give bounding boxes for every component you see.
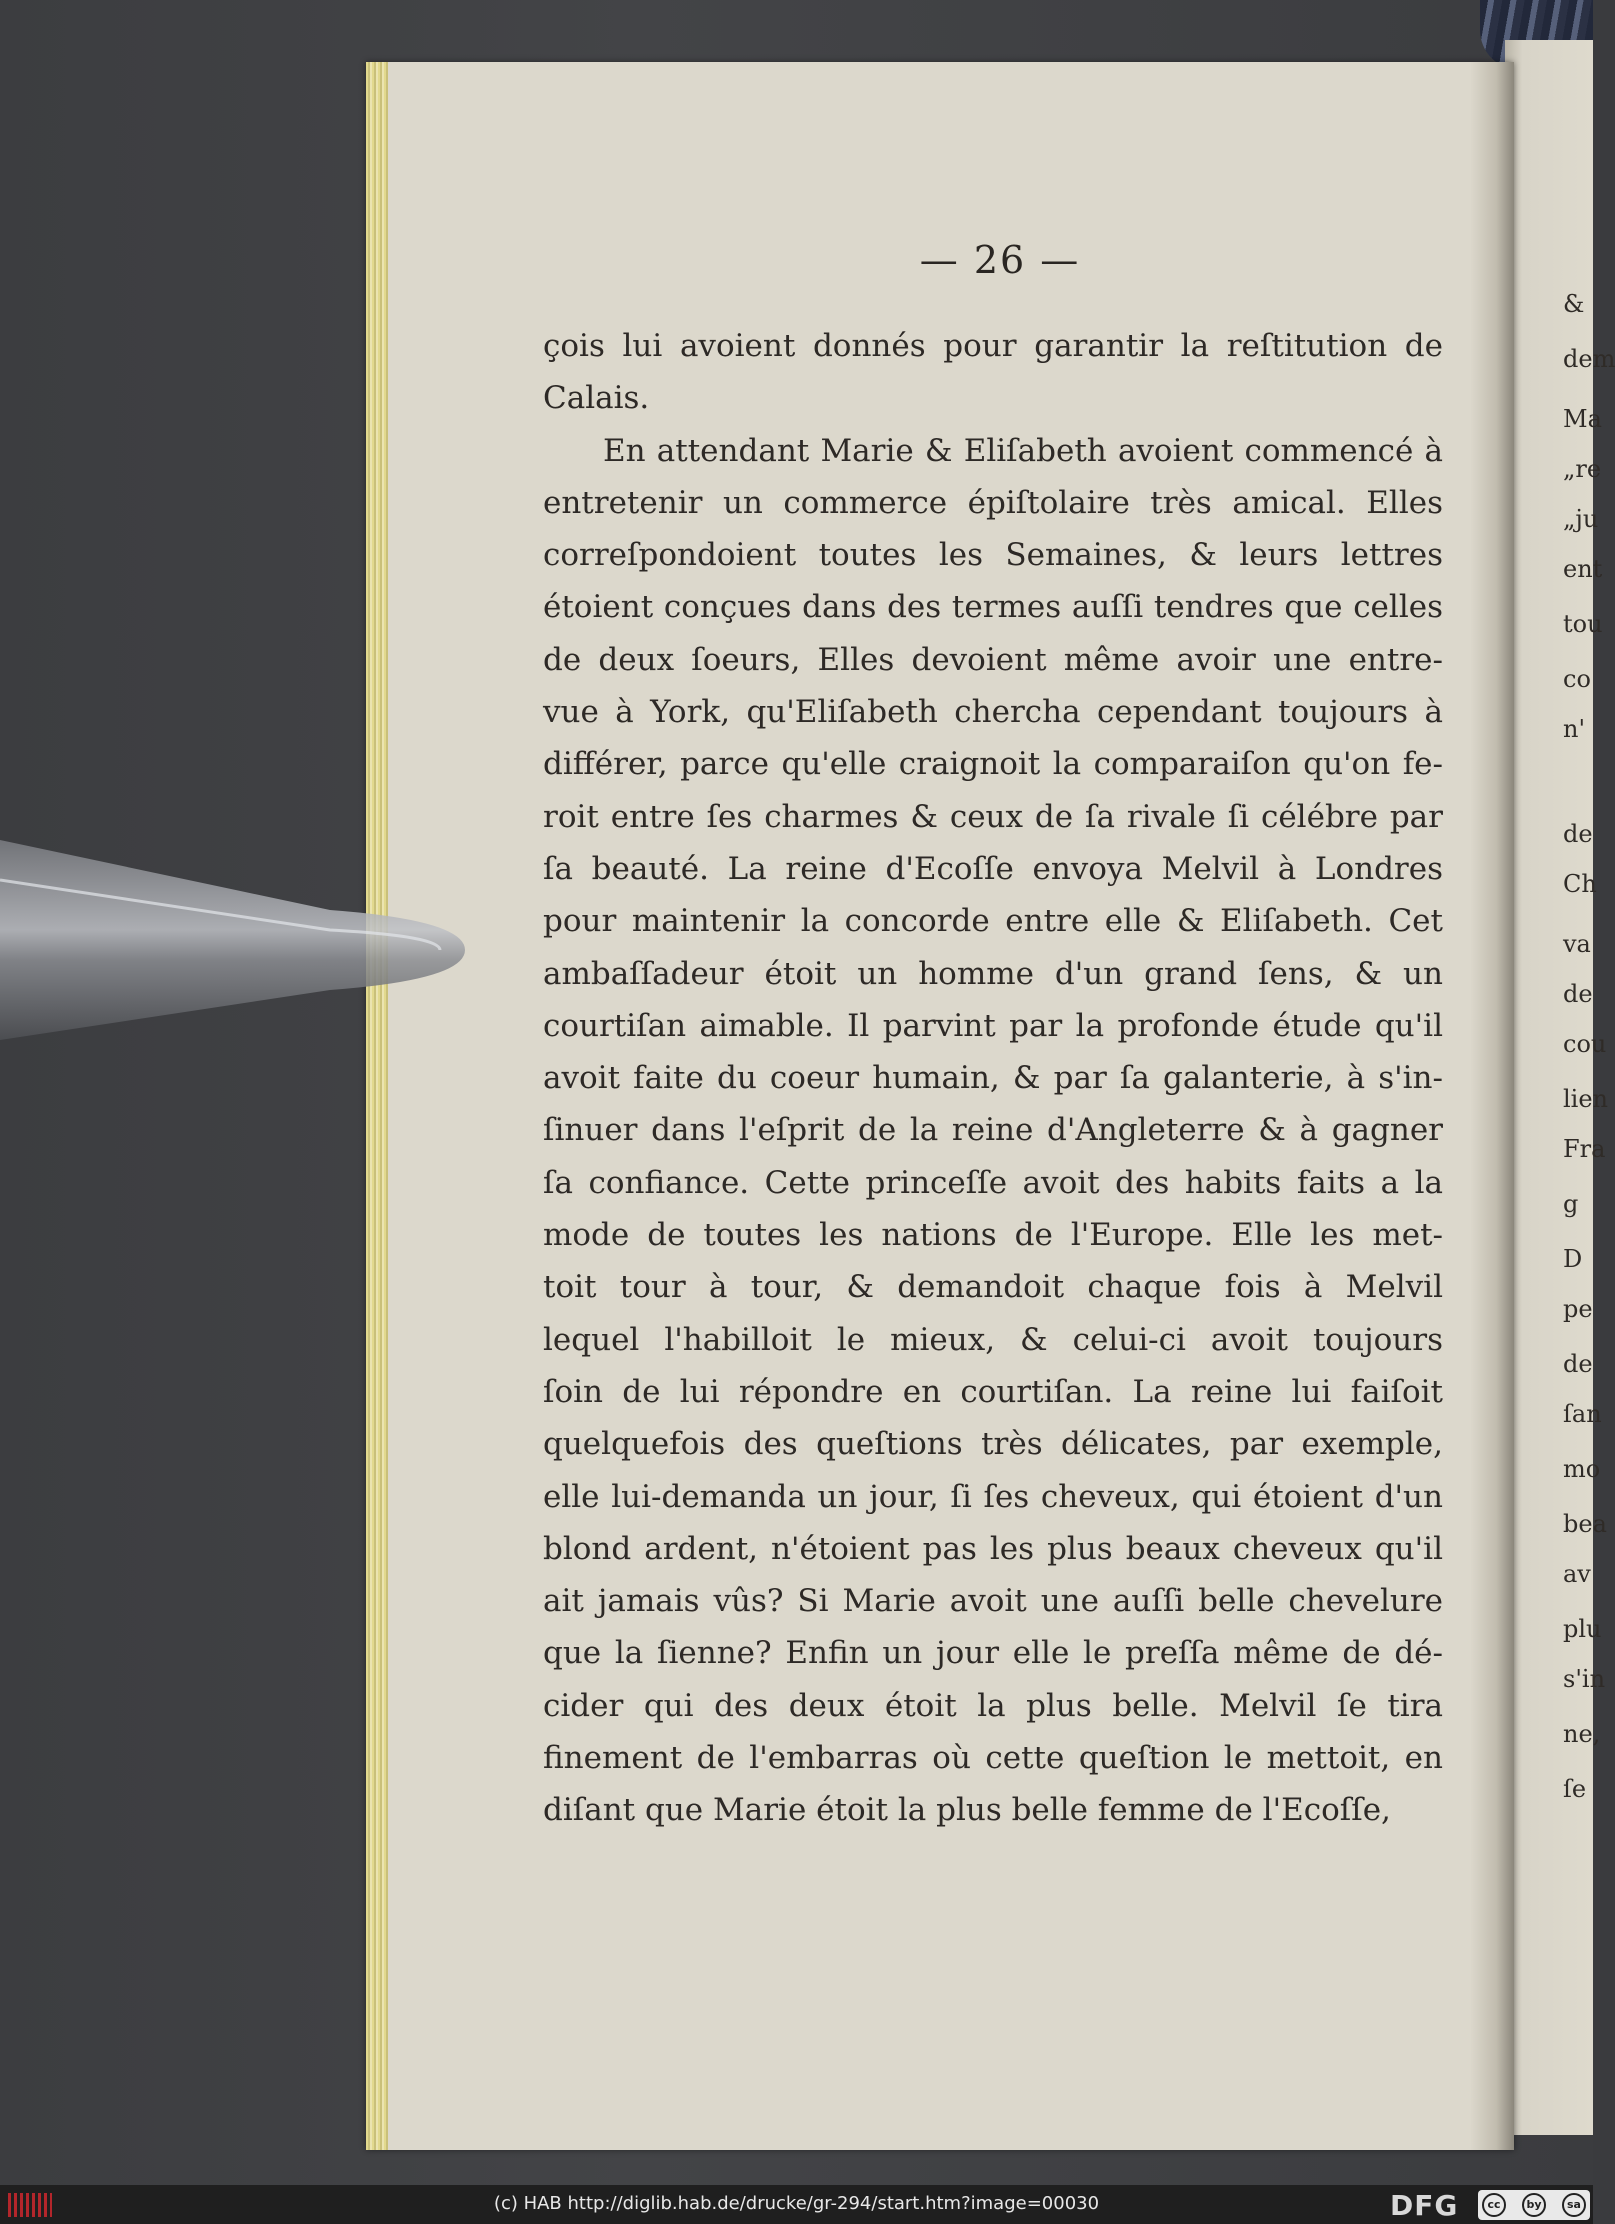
facing-page-fragment: „ju xyxy=(1563,505,1599,533)
text-line: elle lui-demanda un jour, ſi ſes cheveux, qui étoient d'un xyxy=(543,1478,1443,1515)
facing-page-fragment: mo xyxy=(1563,1455,1601,1483)
text-line: ait jamais vûs? Si Marie avoit une auſſi belle chevelure xyxy=(543,1583,1443,1620)
facing-page-fragment: „re xyxy=(1563,455,1602,483)
text-line: diſant que Marie étoit la plus belle femme de l'Ecoſſe, xyxy=(543,1792,1391,1829)
text-line: mode de toutes les nations de l'Europe. Elle les met- xyxy=(543,1217,1443,1254)
facing-page-fragment: ent xyxy=(1563,555,1603,583)
facing-page-fragment: ſe xyxy=(1563,1775,1587,1803)
text-line: étoient conçues dans des termes auſſi tendres que celles xyxy=(543,589,1443,626)
text-line: lequel l'habilloit le mieux, & celui-ci avoit toujours xyxy=(543,1321,1443,1358)
facing-page-fragment: pe xyxy=(1563,1295,1593,1323)
text-line: cider qui des deux étoit la plus belle. Melvil ſe tira xyxy=(543,1687,1443,1724)
facing-page-fragment: de xyxy=(1563,980,1593,1008)
facing-page-fragment: cou xyxy=(1563,1030,1607,1058)
page-edge xyxy=(366,62,388,2150)
text-line: finement de l'embarras où cette queſtion le mettoit, en xyxy=(543,1740,1443,1777)
facing-page-fragment: co xyxy=(1563,665,1591,693)
facing-page xyxy=(1505,40,1615,2135)
text-line: vue à York, qu'Eliſabeth chercha cependant toujours à xyxy=(543,694,1443,731)
text-line: roit entre ſes charmes & ceux de ſa rivale ſi célébre par xyxy=(543,798,1443,835)
by-icon: by xyxy=(1522,2193,1546,2217)
facing-page-fragment: ne, xyxy=(1563,1720,1601,1748)
dfg-logo: DFG xyxy=(1390,2189,1459,2222)
glass-weight-holder xyxy=(0,840,470,1040)
facing-page-fragment: Ch xyxy=(1563,870,1597,898)
page-number: — 26 — xyxy=(919,238,1081,282)
text-line: correſpondoient toutes les Semaines, & leurs lettres xyxy=(543,537,1443,574)
text-line: Calais. xyxy=(543,380,650,417)
facing-page-fragment: lien xyxy=(1563,1085,1609,1113)
copyright-link[interactable]: (c) HAB http://diglib.hab.de/drucke/gr-294/start.htm?image=00030 xyxy=(493,2193,1100,2214)
text-line: avoit faite du coeur humain, & par ſa galanterie, à s'in- xyxy=(543,1060,1443,1097)
text-line: ſa beauté. La reine d'Ecoſſe envoya Melvil à Londres xyxy=(543,850,1443,887)
page-body-text xyxy=(543,320,1443,1837)
text-line: courtiſan aimable. Il parvint par la profonde étude qu'il xyxy=(543,1007,1443,1044)
facing-page-fragment: tou xyxy=(1563,610,1603,638)
facing-page-fragment: n' xyxy=(1563,715,1586,743)
text-line: ſoin de lui répondre en courtiſan. La reine lui faiſoit xyxy=(543,1373,1443,1410)
text-line: ſinuer dans l'eſprit de la reine d'Angleterre & à gagner xyxy=(543,1112,1443,1149)
text-line: que la ſienne? Enfin un jour elle le preſſa même de dé- xyxy=(543,1635,1443,1672)
facing-page-fragment: va xyxy=(1563,930,1591,958)
text-line: pour maintenir la concorde entre elle & Eliſabeth. Cet xyxy=(543,903,1443,940)
text-line: quelquefois des queſtions très délicates, par exemple, xyxy=(543,1426,1443,1463)
facing-page-fragment: bea xyxy=(1563,1510,1607,1538)
text-line: entretenir un commerce épiſtolaire très amical. Elles xyxy=(543,484,1443,521)
cc-icon: cc xyxy=(1482,2193,1506,2217)
viewer-footer xyxy=(0,2185,1593,2224)
facing-page-fragment: Ma xyxy=(1563,405,1602,433)
text-line: blond ardent, n'étoient pas les plus beaux cheveux qu'il xyxy=(543,1530,1443,1567)
text-line: En attendant Marie & Eliſabeth avoient commencé à xyxy=(603,432,1443,469)
text-line: différer, parce qu'elle craignoit la comparaiſon qu'on fe- xyxy=(543,746,1443,783)
facing-page-fragment: s'in xyxy=(1563,1665,1606,1693)
text-line: çois lui avoient donnés pour garantir la reſtitution de xyxy=(543,328,1443,364)
facing-page-fragment: Fra xyxy=(1563,1135,1606,1163)
facing-page-fragment: ſan xyxy=(1563,1400,1602,1428)
facing-page-fragment: de xyxy=(1563,820,1593,848)
cc-license-badge[interactable] xyxy=(1478,2190,1590,2220)
facing-page-fragment: dem xyxy=(1563,345,1615,373)
text-line: ambaſſadeur étoit un homme d'un grand ſens, & un xyxy=(543,955,1443,992)
facing-page-fragment: av xyxy=(1563,1560,1591,1588)
page-gutter-shadow xyxy=(1470,62,1514,2150)
facing-page-fragment: plu xyxy=(1563,1615,1602,1643)
facing-page-fragment: g xyxy=(1563,1190,1579,1218)
facing-page-fragment: de xyxy=(1563,1350,1593,1378)
facing-page-fragment: & xyxy=(1563,290,1585,318)
text-line: toit tour à tour, & demandoit chaque fois à Melvil xyxy=(543,1269,1443,1306)
text-line: de deux ſoeurs, Elles devoient même avoir une entre- xyxy=(543,641,1443,678)
facing-page-fragment: D xyxy=(1563,1245,1583,1273)
sa-icon: sa xyxy=(1562,2193,1586,2217)
text-line: ſa confiance. Cette princeſſe avoit des habits faits a la xyxy=(543,1164,1443,1201)
